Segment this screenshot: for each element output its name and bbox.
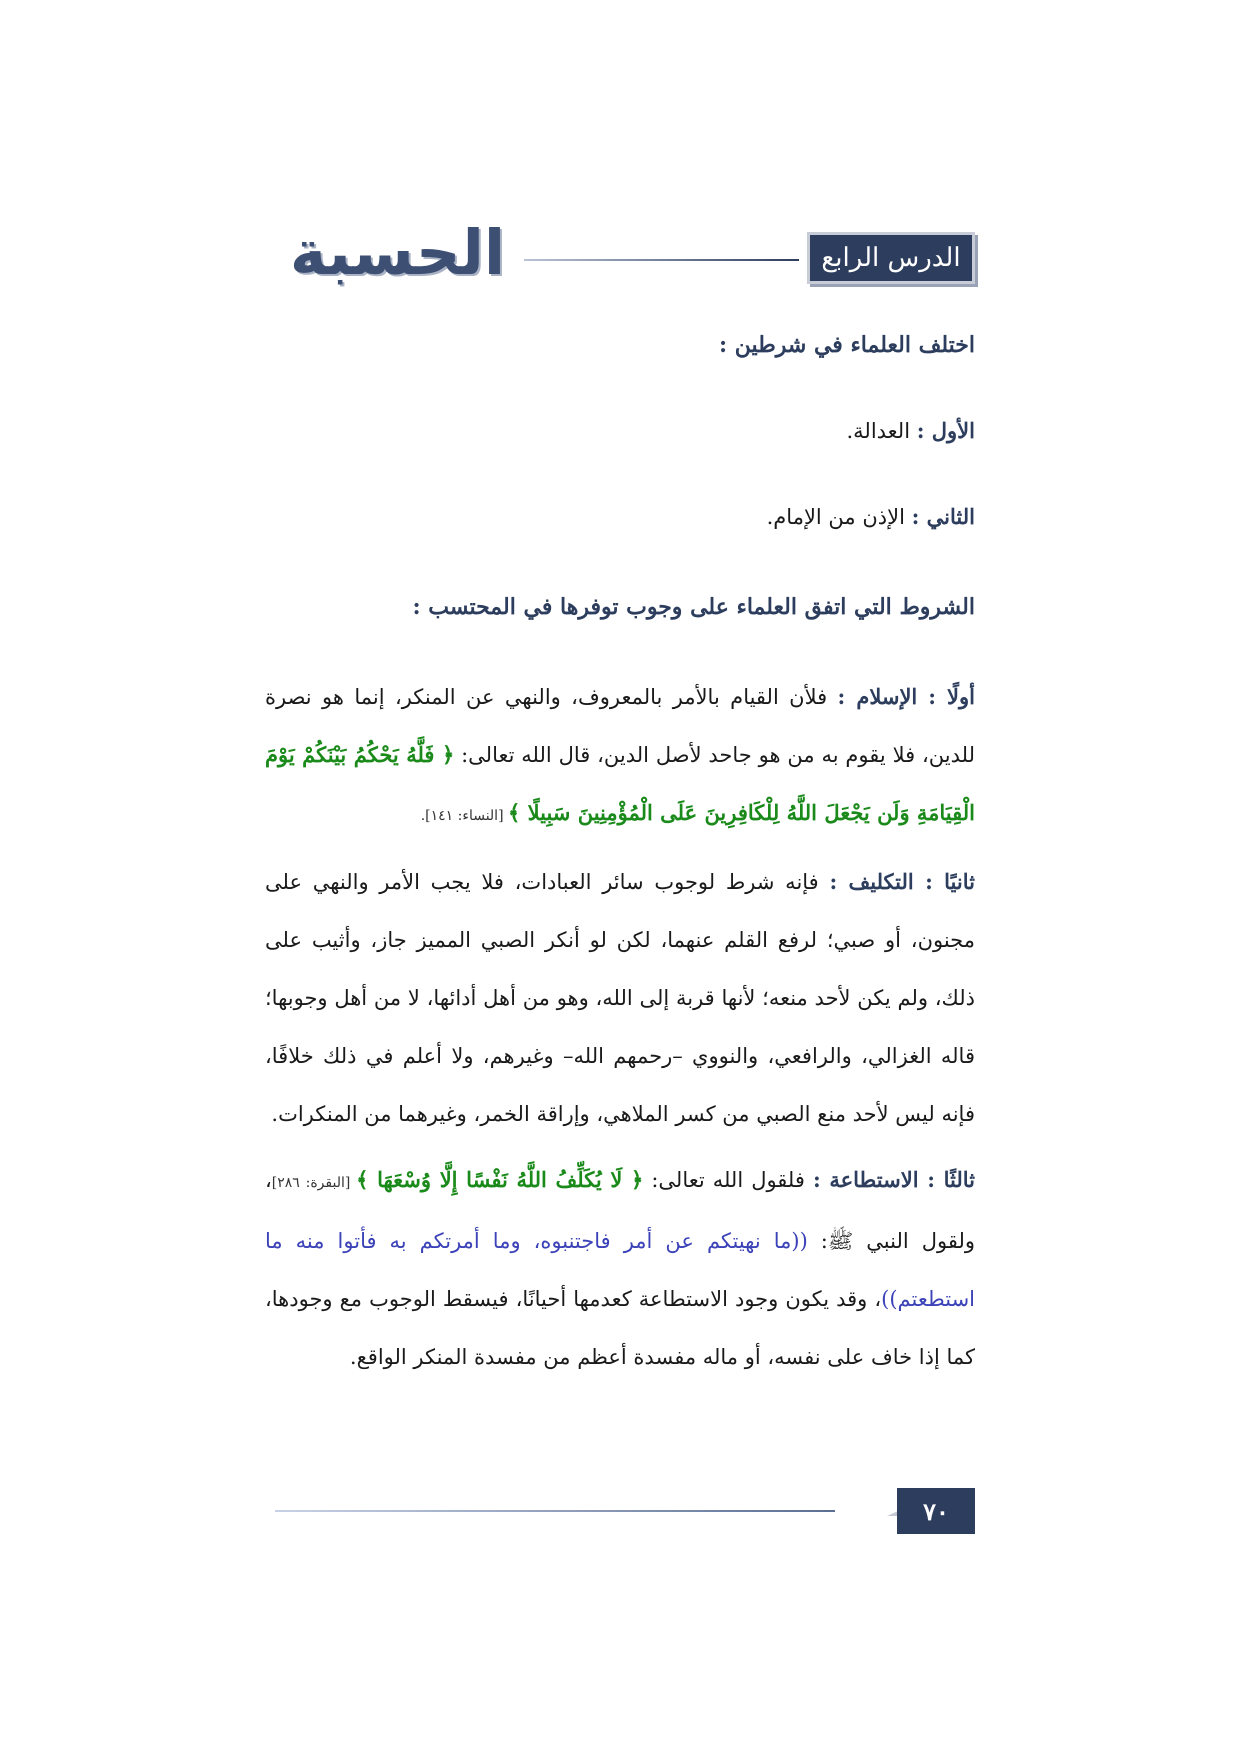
condition-first bbox=[265, 402, 975, 460]
page-header bbox=[265, 216, 975, 290]
paragraph-taklif-label: ثانيًا : التكليف : bbox=[829, 869, 975, 894]
lesson-label: الدرس الرابع bbox=[807, 232, 975, 284]
section-heading-agreed-conditions: الشروط التي اتفق العلماء على وجوب توفرها في المحتسب : bbox=[412, 594, 975, 620]
quran-verse-baqara: ﴿ لَا يُكَلِّفُ اللَّهُ نَفْسًا إِلَّا وُسْعَهَا ﴾ bbox=[356, 1167, 644, 1192]
paragraph-istitaah-text-c: ، وقد يكون وجود الاستطاعة كعدمها أحيانًا، فيسقط الوجوب مع وجودها، كما إذا خاف على نفسه، أو ماله مفسدة أعظم من مفسدة المنكر الواقع. bbox=[265, 1287, 975, 1369]
paragraph-taklif bbox=[265, 853, 975, 1143]
paragraph-istitaah-text-b: ، ولقول النبي ﷺ: bbox=[265, 1168, 975, 1253]
paragraph-islam bbox=[265, 668, 975, 845]
page-footer bbox=[275, 1488, 975, 1536]
paragraph-istitaah-text-a: فلقول الله تعالى: bbox=[643, 1168, 813, 1192]
citation-nisa: [النساء: ١٤١]. bbox=[420, 808, 508, 824]
section-heading-disputed-conditions: اختلف العلماء في شرطين : bbox=[719, 332, 975, 358]
condition-second bbox=[265, 488, 975, 546]
header-divider bbox=[524, 259, 799, 261]
footer-divider bbox=[275, 1510, 835, 1512]
condition-second-text: الإذن من الإمام. bbox=[766, 505, 912, 529]
page-number: ٧٠ bbox=[897, 1488, 975, 1534]
condition-second-label: الثاني : bbox=[911, 504, 975, 529]
condition-first-text: العدالة. bbox=[846, 419, 917, 443]
citation-baqara: [البقرة: ٢٨٦] bbox=[271, 1175, 357, 1191]
paragraph-taklif-text: فإنه شرط لوجوب سائر العبادات، فلا يجب الأمر والنهي على مجنون، أو صبي؛ لرفع القلم عنهما، لكن لو أنكر الصبي المميز جاز، وأثيب على ذلك، ولم يكن لأحد منعه؛ لأنها قربة إلى الله، وهو من أهل أدائها، لا من أهل وجوبها؛ قاله الغزالي، والرافعي، والنووي –رحمهم الله– وغيرهم، ولا أعلم في ذلك خلافًا، فإنه ليس لأحد منع الصبي من كسر الملاهي، وإراقة الخمر، وغيرهما من المنكرات. bbox=[265, 870, 975, 1126]
paragraph-istitaah bbox=[265, 1151, 975, 1386]
paragraph-istitaah-label: ثالثًا : الاستطاعة : bbox=[812, 1167, 975, 1192]
hadith-quote: ((ما نهيتكم عن أمر فاجتنبوه، وما أمرتكم به فأتوا منه ما استطعتم)) bbox=[265, 1229, 975, 1311]
paragraph-islam-text: فلأن القيام بالأمر بالمعروف، والنهي عن المنكر، إنما هو نصرة للدين، فلا يقوم به من هو جاحد لأصل الدين، قال الله تعالى: bbox=[265, 685, 975, 767]
book-title: الحسبة bbox=[289, 216, 506, 289]
quran-verse-nisa: ﴿ فَلَّهُ يَحْكُمُ بَيْنَكُمْ يَوْمَ الْقِيَامَةِ وَلَن يَجْعَلَ اللَّهُ لِلْكَافِرِينَ عَلَى الْمُؤْمِنِينَ سَبِيلًا ﴾ bbox=[265, 742, 975, 825]
condition-first-label: الأول : bbox=[916, 418, 975, 443]
paragraph-islam-label: أولًا : الإسلام : bbox=[837, 684, 976, 709]
page-body bbox=[265, 316, 975, 1386]
